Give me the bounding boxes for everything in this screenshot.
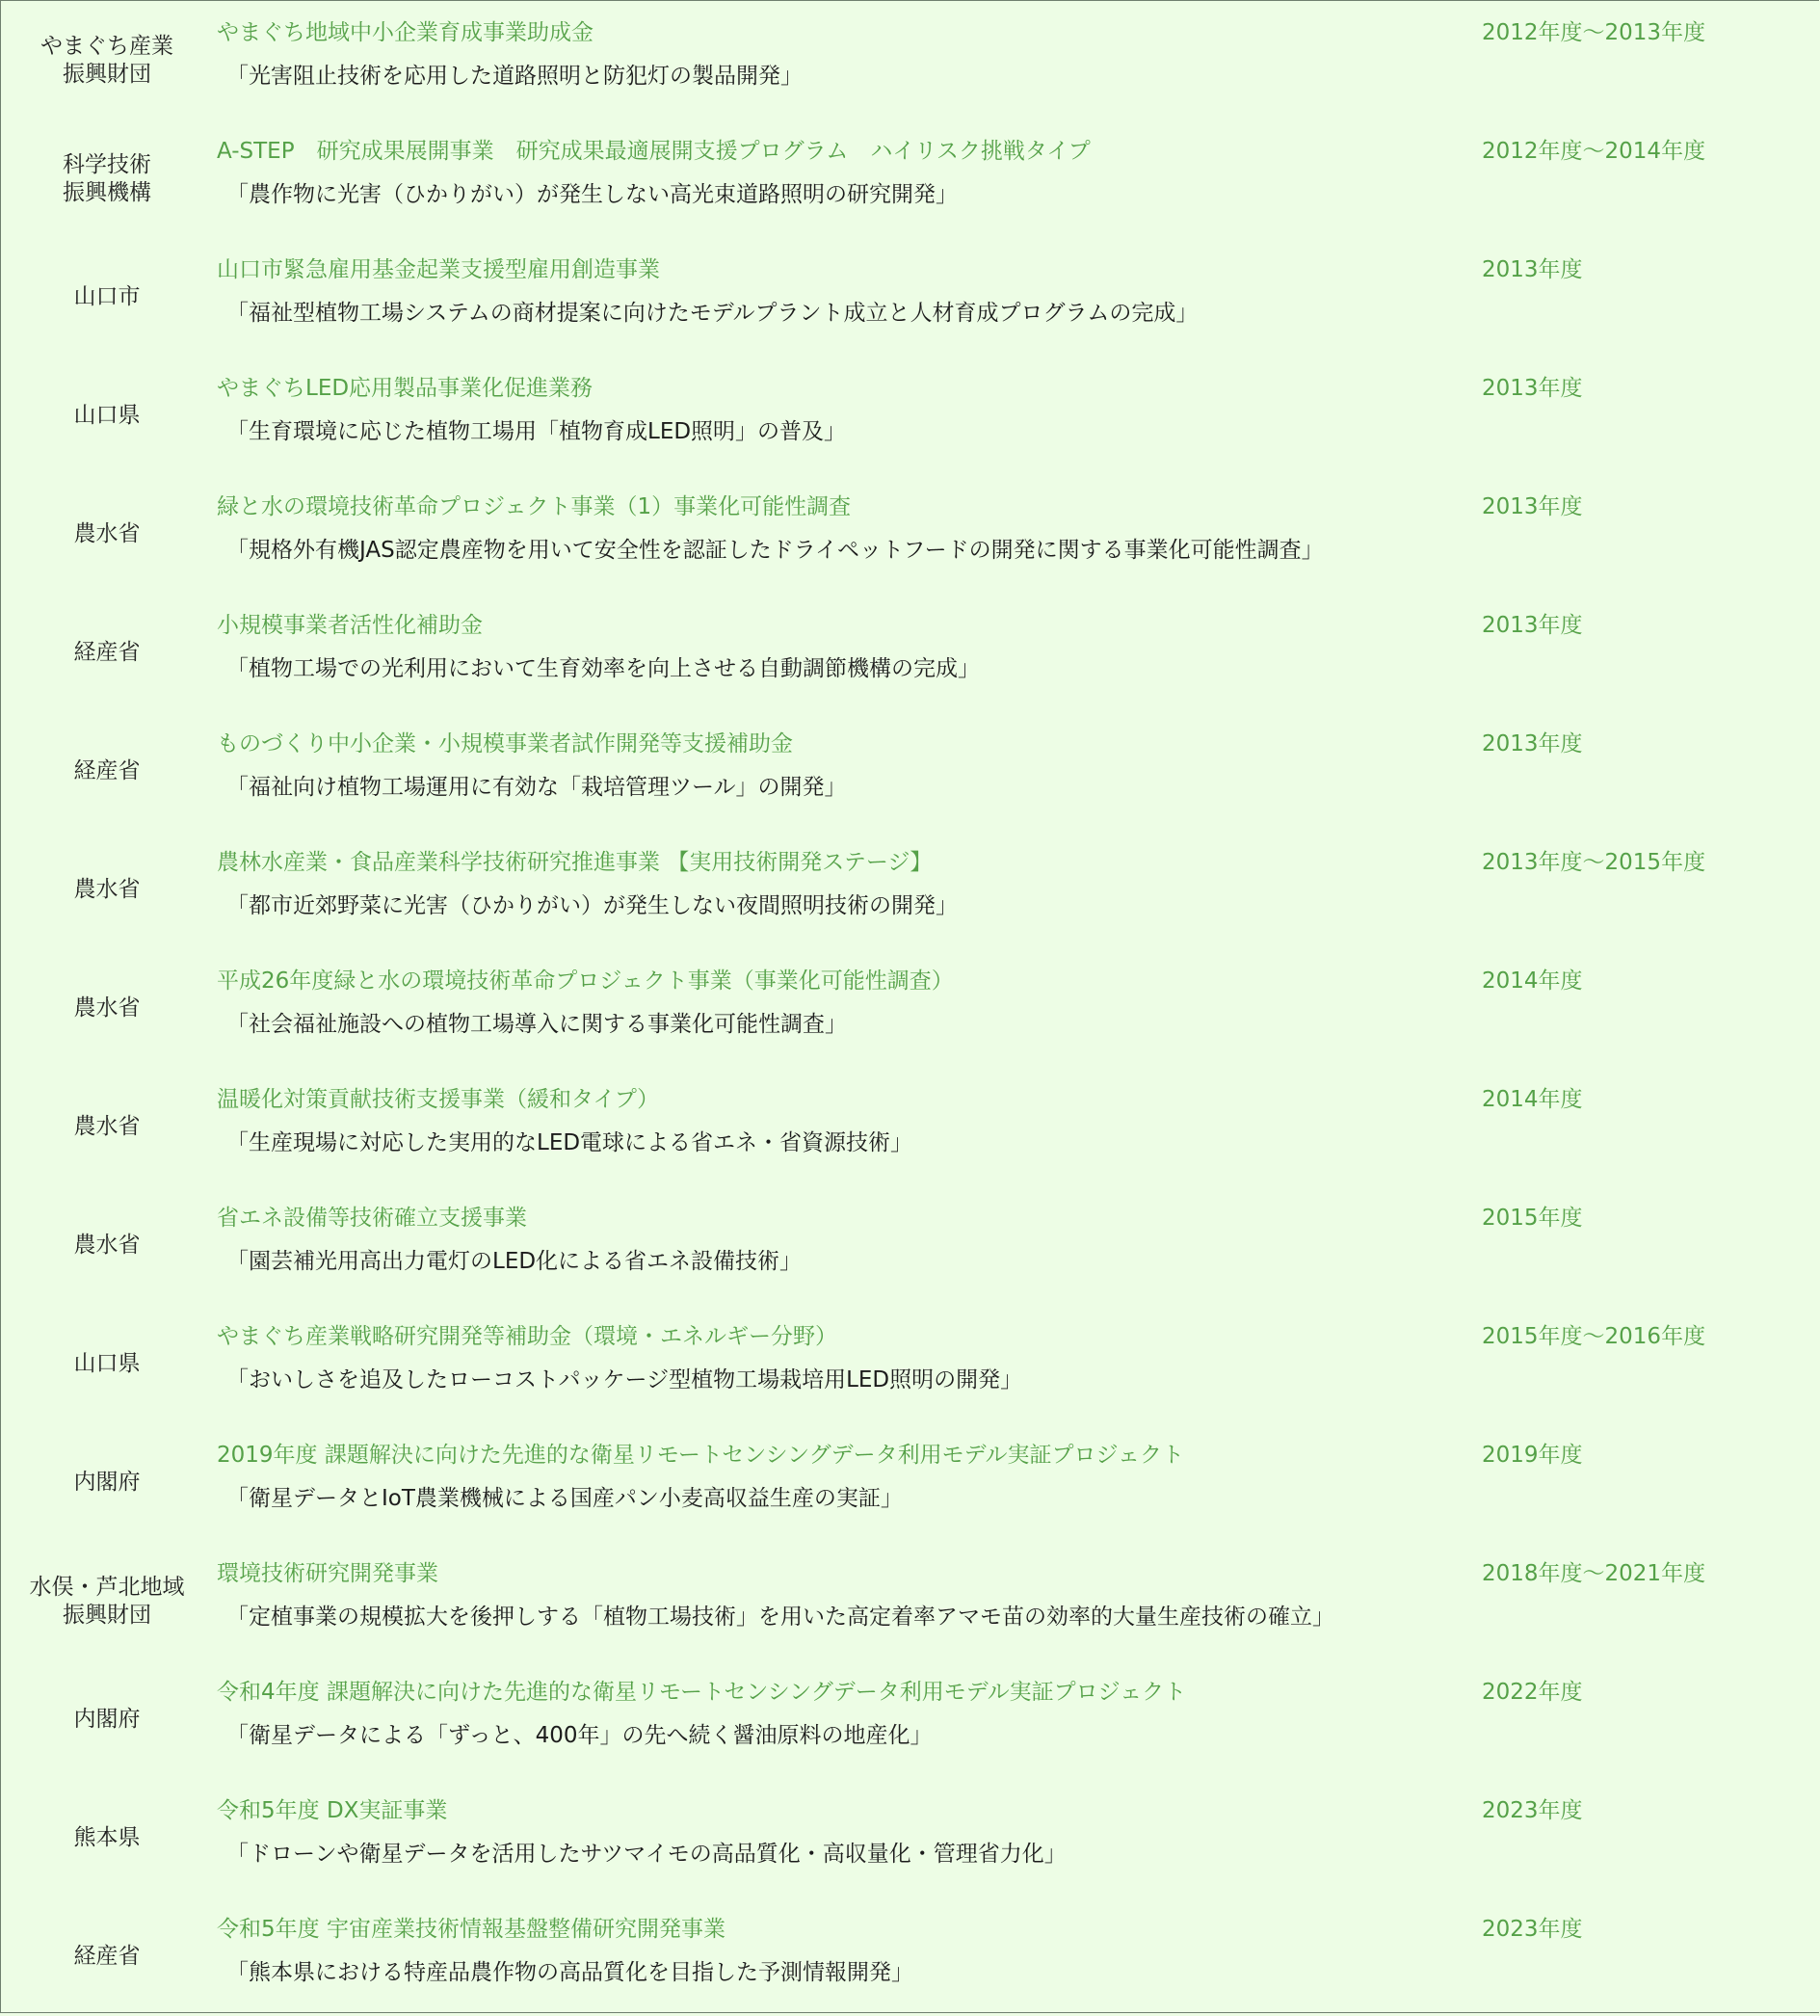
funder-name: 熊本県 — [73, 1825, 141, 1850]
program-name: 山口市緊急雇用基金起業支援型雇用創造事業 — [217, 257, 660, 282]
project-title: 「衛星データとIoT農業機械による国産パン小麦高収益生産の実証」 — [226, 1486, 903, 1511]
project-title: 「規格外有機JAS認定農産物を用いて安全性を認証したドライペットフードの開発に関する事業化可能性調査」 — [226, 538, 1324, 563]
grant-row — [1, 1068, 1819, 1186]
project-title: 「社会福祉施設への植物工場導入に関する事業化可能性調査」 — [226, 1012, 847, 1037]
program-name: 小規模事業者活性化補助金 — [217, 613, 483, 638]
funder-name: 農水省 — [73, 877, 141, 902]
grant-row — [1, 949, 1819, 1068]
grant-period: 2014年度 — [1482, 1087, 1583, 1112]
grant-row — [1, 1779, 1819, 1897]
project-title: 「ドローンや衛星データを活用したサツマイモの高品質化・高収量化・管理省力化」 — [226, 1842, 1067, 1867]
program-name: 省エネ設備等技術確立支援事業 — [217, 1206, 527, 1231]
program-name: 令和4年度 課題解決に向けた先進的な衛星リモートセンシングデータ利用モデル実証プロジェクト — [217, 1680, 1187, 1705]
funder-name: 経産省 — [73, 1944, 141, 1969]
grant-period: 2023年度 — [1482, 1798, 1583, 1823]
grant-row — [1, 831, 1819, 949]
grant-row — [1, 1897, 1819, 2016]
program-name: A-STEP 研究成果展開事業 研究成果最適展開支援プログラム ハイリスク挑戦タイプ — [217, 139, 1091, 164]
funder-name: 経産省 — [73, 640, 141, 665]
project-title: 「光害阻止技術を応用した道路照明と防犯灯の製品開発」 — [226, 64, 803, 89]
grant-period: 2013年度～2015年度 — [1482, 850, 1706, 875]
grant-period: 2013年度 — [1482, 613, 1583, 638]
funder-name: 水俣・芦北地域 振興財団 — [29, 1574, 185, 1628]
grant-period: 2015年度 — [1482, 1206, 1583, 1231]
funder-name: やまぐち産業 振興財団 — [40, 33, 173, 87]
grant-period: 2015年度～2016年度 — [1482, 1324, 1706, 1349]
grant-period: 2012年度～2013年度 — [1482, 20, 1706, 45]
grant-period: 2018年度～2021年度 — [1482, 1561, 1706, 1586]
grant-row — [1, 475, 1819, 594]
grant-row — [1, 712, 1819, 831]
project-title: 「福祉向け植物工場運用に有効な「栽培管理ツール」の開発」 — [226, 775, 847, 800]
program-name: 2019年度 課題解決に向けた先進的な衛星リモートセンシングデータ利用モデル実証プロジェクト — [217, 1443, 1185, 1468]
program-name: 緑と水の環境技術革命プロジェクト事業（1）事業化可能性調査 — [217, 494, 852, 519]
grant-period: 2013年度 — [1482, 376, 1583, 401]
funder-name: 山口県 — [73, 1351, 141, 1376]
funder-name: 農水省 — [73, 995, 141, 1021]
program-name: 環境技術研究開発事業 — [217, 1561, 438, 1586]
program-name: 令和5年度 DX実証事業 — [217, 1798, 448, 1823]
funder-name: 科学技術 振興機構 — [63, 151, 151, 205]
project-title: 「都市近郊野菜に光害（ひかりがい）が発生しない夜間照明技術の開発」 — [226, 893, 958, 918]
program-name: 農林水産業・食品産業科学技術研究推進事業 【実用技術開発ステージ】 — [217, 850, 933, 875]
grant-row — [1, 119, 1819, 238]
grant-row — [1, 1542, 1819, 1660]
grant-row — [1, 1423, 1819, 1542]
grant-row — [1, 238, 1819, 357]
project-title: 「おいしさを追及したローコストパッケージ型植物工場栽培用LED照明の開発」 — [226, 1367, 1023, 1393]
grant-period: 2022年度 — [1482, 1680, 1583, 1705]
grant-period: 2013年度 — [1482, 731, 1583, 756]
grant-period: 2012年度～2014年度 — [1482, 139, 1706, 164]
project-title: 「農作物に光害（ひかりがい）が発生しない高光束道路照明の研究開発」 — [226, 182, 958, 207]
grant-row — [1, 1660, 1819, 1779]
project-title: 「園芸補光用高出力電灯のLED化による省エネ設備技術」 — [226, 1249, 803, 1274]
grant-row — [1, 1186, 1819, 1305]
program-name: やまぐちLED応用製品事業化促進業務 — [217, 376, 593, 401]
funder-name: 山口市 — [73, 284, 141, 309]
program-name: 令和5年度 宇宙産業技術情報基盤整備研究開発事業 — [217, 1917, 725, 1942]
program-name: ものづくり中小企業・小規模事業者試作開発等支援補助金 — [217, 731, 793, 756]
grant-row — [1, 1305, 1819, 1423]
funder-name: 農水省 — [73, 1233, 141, 1258]
project-title: 「植物工場での光利用において生育効率を向上させる自動調節機構の完成」 — [226, 656, 980, 681]
funder-name: 内閣府 — [73, 1470, 141, 1495]
project-title: 「生育環境に応じた植物工場用「植物育成LED照明」の普及」 — [226, 419, 847, 444]
funder-name: 山口県 — [73, 403, 141, 428]
grant-period: 2019年度 — [1482, 1443, 1583, 1468]
funder-name: 農水省 — [73, 521, 141, 546]
funder-name: 経産省 — [73, 758, 141, 783]
grant-period: 2014年度 — [1482, 968, 1583, 994]
program-name: 温暖化対策貢献技術支援事業（緩和タイプ） — [217, 1087, 660, 1112]
grant-period: 2013年度 — [1482, 257, 1583, 282]
grant-row — [1, 1, 1819, 119]
project-title: 「福祉型植物工場システムの商材提案に向けたモデルプラント成立と人材育成プログラムの完成」 — [226, 301, 1199, 326]
project-title: 「熊本県における特産品農作物の高品質化を目指した予測情報開発」 — [226, 1960, 913, 1985]
funder-name: 内閣府 — [73, 1707, 141, 1732]
program-name: やまぐち地域中小企業育成事業助成金 — [217, 20, 593, 45]
project-title: 「生産現場に対応した実用的なLED電球による省エネ・省資源技術」 — [226, 1130, 913, 1155]
project-title: 「定植事業の規模拡大を後押しする「植物工場技術」を用いた高定着率アマモ苗の効率的大量生産技術の確立」 — [226, 1605, 1334, 1630]
funder-name: 農水省 — [73, 1114, 141, 1139]
grant-row — [1, 357, 1819, 475]
grant-row — [1, 594, 1819, 712]
program-name: 平成26年度緑と水の環境技術革命プロジェクト事業（事業化可能性調査） — [217, 968, 954, 994]
program-name: やまぐち産業戦略研究開発等補助金（環境・エネルギー分野） — [217, 1324, 837, 1349]
grant-period: 2023年度 — [1482, 1917, 1583, 1942]
project-title: 「衛星データによる「ずっと、400年」の先へ続く醤油原料の地産化」 — [226, 1723, 933, 1748]
grant-period: 2013年度 — [1482, 494, 1583, 519]
